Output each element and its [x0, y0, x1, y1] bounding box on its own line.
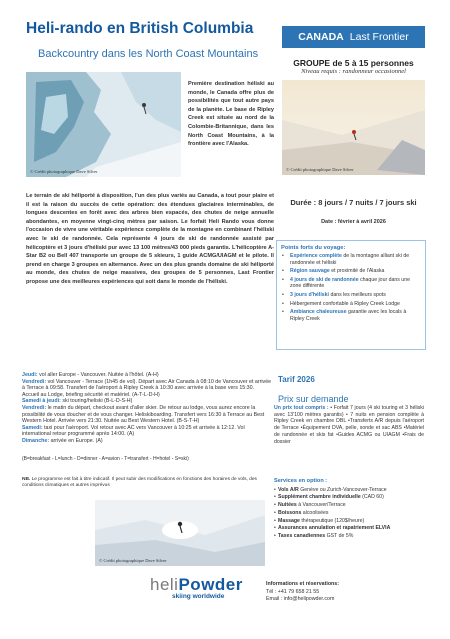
highlights-box [276, 240, 426, 350]
list-item: • Boissons alcoolisées [274, 510, 424, 518]
contact-email[interactable]: Email : info@helipowder.com [266, 596, 335, 603]
list-item: • Ambiance chaleureuse garantie avec les locals à Ripley Creek [287, 309, 421, 322]
list-item: • Région sauvage et proximité de l'Alaska [287, 268, 421, 275]
photo-powder-skier [95, 500, 265, 566]
highlights-list [281, 253, 421, 322]
meal-legend: (B=breakfast - L=lunch - D=dinner - A=avion - T=transfert - H=hotel - S=ski) [22, 456, 189, 462]
itinerary-day: Samedi: taxi pour l'aéroport. Vol retour avec AC vers Vancouver à 10:25 et arrivée à 12:12. Vol international retour programmé après 14:00. (A) [22, 424, 245, 438]
contact-phone[interactable]: Tél : +41 79 658 21 55 [266, 588, 320, 595]
country-label: CANADA [298, 31, 344, 43]
itinerary-day: Dimanche: arrivée en Europe. (A) [22, 437, 103, 444]
powder-illustration [95, 500, 265, 566]
helipowder-logo [150, 575, 260, 600]
photo-glacier [26, 72, 181, 177]
disclaimer-note: NB. Le programme est fait à titre indicatif. Il peut subir des modifications en fonctions des horaires de vols, des conditions climatiques et autres imprévus [22, 477, 257, 488]
contact-info [266, 581, 426, 604]
list-item: • Vols A/R Genève ou Zurich-Vancouver-Terrace [274, 487, 424, 495]
itinerary [22, 372, 272, 445]
destination-bar [282, 26, 425, 48]
glacier-illustration [26, 72, 181, 177]
level-required: Niveau requis : randonneur occasionnel [301, 68, 406, 75]
photo-credit: © Crédit photographique Dave Silver [286, 167, 354, 172]
agency-label: Last Frontier [349, 31, 409, 43]
price-value: Prix sur demande [278, 394, 349, 404]
group-size: GROUPE de 5 à 15 personnes [293, 58, 414, 68]
list-item: • Supplément chambre individuelle (CAD 60) [274, 494, 424, 502]
photo-credit: © Crédit photographique Dave Silver [99, 558, 167, 563]
optional-services [274, 478, 424, 541]
contact-title: Informations et réservations: [266, 581, 339, 587]
itinerary-day: Jeudi: vol aller Europe - Vancouver. Nuitée à l'hôtel. (A-H) [22, 372, 159, 378]
slope-illustration [282, 80, 425, 175]
list-item: • Nuitées à Vancouver/Terrace [274, 502, 424, 510]
description-paragraph: Le terrain de ski héliporté à disposition, l'un des plus variés au Canada, a tout pour plaire et il est la raison du succès de cette opération: des étendues glaciaires interminables, de longues descentes en forêt avec des arbres bien espacés, des chutes de neige annuelle abondantes, en moyenne vingt-cinq mètres par saison. Le forfait Heli Rando vous donne l'occasion de vivre une véritable expérience complète de la montagne en combinant l'héliski avec le ski de randonnée. Cela représente 4 jours de ski de randonnée assisté par hélicoptère et 3 jours d'héliski pur avec 13 100 mètres/43 000 pieds garantis. L'hélicoptère A-Star B2 ou Bell 407 transporte un groupe de 5 skieurs, 1 guide ACMG/UIAGM et le pilote. Il prend en charge 3 groupes en alternance. Avec un des plus grands domaine de ski héliporté au monde, des chutes de neige massives, des groupes de 5 personnes, Last Frontier propose une des meilleures expériences qui soit dans le monde de l'héliski. [26, 193, 274, 285]
included-items: Un prix tout compris : • Forfait 7 jours (4 ski touring et 3 héliski avec 13'100 mètres garantis) • 7 nuits en pension complète à Ripley Creek en chambre DBL •Transferts A/R depuis l'aéroport de Terrace •Équipement DVA, pelle, sonde et sac ABS •Matériel de randonnée et skis fat •Guides ACMG ou UIAGM •Frais de dossier [274, 405, 424, 445]
services-title: Services en option : [274, 478, 328, 484]
list-item: • Expérience complète de la montagne alliant ski de randonnée et héliski [287, 253, 421, 266]
trip-duration: Durée : 8 jours / 7 nuits / 7 jours ski [290, 198, 417, 207]
page-subtitle: Backcountry dans les North Coast Mountains [38, 48, 259, 60]
itinerary-day: Vendredi: le matin du départ, checkout avant d'aller skier. De retour au lodge, vous aurez encore la possibilité de vous doucher et de vous changer. Heliskiboarding. Transfert vers 16:30 à Terrace au Best Western Hotel. Arrivée vers 21:30. Nuitée au Best Western Hotel. (B-S-T-H) [22, 404, 265, 425]
logo-wordmark: heliPowder [150, 575, 243, 594]
list-item: • 4 jours de ski de randonnée chaque jour dans une zone différente [287, 277, 421, 290]
list-item: • 3 jours d'héliski dans les meilleurs spots [287, 292, 421, 299]
intro-paragraph: Première destination héliski au monde, le Canada offre plus de possibilités que tout autre pays de la planète. Le base de Ripley Creek est située au nord de la Colombie-Britannique, dans les North Coast Mountains, à la frontière avec l'Alaska. [188, 81, 274, 148]
photo-skier-slope [282, 80, 425, 175]
list-item: • Assurances annulation et rapatriement ELVIA [274, 525, 424, 533]
list-item: • Taxes canadiennes GST de 5% [274, 533, 424, 541]
price-title: Tarif 2026 [278, 375, 315, 384]
list-item: • Massage thérapeutique (120$/heure) [274, 518, 424, 526]
photo-credit: © Crédit photographique Dave Silver [30, 169, 98, 174]
itinerary-day: Samedi à jeudi: ski touring/heliski (B-L-D-S-H) [22, 398, 133, 405]
page-title: Heli-rando en British Columbia [26, 20, 254, 37]
highlights-title: Points forts du voyage: [281, 245, 346, 251]
group-info [282, 58, 425, 75]
itinerary-day: Vendredi: vol Vancouver - Terrace (1h45 de vol). Départ avec Air Canada à 08:10 de Vancouver et arrivée à Terrace à 09:58. Transfert de l'aéroport à Ripley Creek à 10:30 avec arrivée à la base vers 15:30. Accueil au Lodge, briefing sécurité et matériel. (A-T-L-D-H) [22, 378, 272, 398]
list-item: • Hébergement confortable à Ripley Creek Lodge [287, 301, 421, 308]
trip-date: Date : février à avril 2026 [321, 219, 386, 225]
logo-tagline: skiing worldwide [172, 593, 225, 600]
